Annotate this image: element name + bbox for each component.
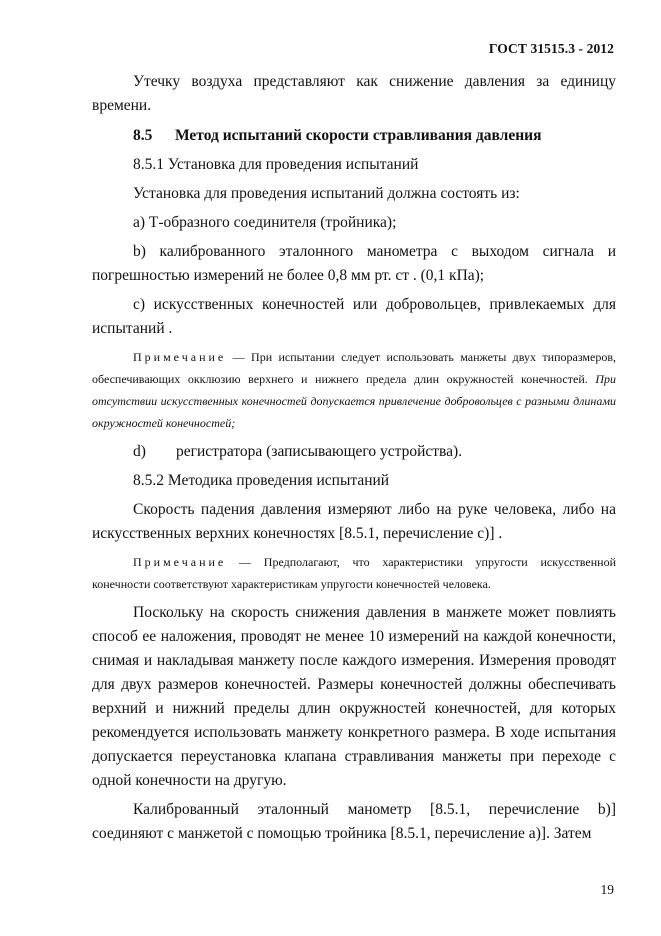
list-item-d-text: регистратора (записывающего устройства). — [176, 443, 463, 460]
list-item-c: c) искусственных конечностей или добровольцев, привлекаемых для испытаний . — [92, 296, 616, 337]
section-number: 8.5 — [133, 127, 153, 144]
note-text: — Предполагают, что характеристики упругости искусственной конечности соответствуют характеристикам упругости конечностей человека. — [92, 555, 616, 591]
paragraph-measurements: Поскольку на скорость снижения давления в манжете может повлиять способ ее наложения, проводят не менее 10 измерений на каждой конечности, снимая и накладывая манжету после каждого измерения. Измерения проводят для двух размеров конечностей. Размеры конечностей должны обеспечивать верхний и нижний пределы длин окружностей конечностей, для которых рекомендуется использовать манжету конкретного размера. В ходе испытания допускается переустановка клапана стравливания манжеты при переходе с одной конечности на другую. — [92, 604, 616, 789]
subsection-8-5-1: 8.5.1 Установка для проведения испытаний — [133, 156, 419, 173]
page-number: 19 — [600, 882, 614, 897]
standard-header: ГОСТ 31515.3 - 2012 — [488, 41, 614, 56]
paragraph-setup-consists: Установка для проведения испытаний должна состоять из: — [133, 185, 520, 202]
paragraph-calibrated-manometer: Калиброванный эталонный манометр [8.5.1, перечисление b)] соединяют с манжетой с помощью тройника [8.5.1, перечисление a)]. Затем — [92, 801, 616, 842]
note-italic-text: При отсутствии искусственных конечностей допускается привлечение добровольцев с разными длинами окружностей конечностей; — [92, 372, 616, 430]
document-body — [92, 70, 616, 851]
section-heading-8-5 — [92, 124, 616, 148]
list-item-b: b) калиброванного эталонного манометра с выходом сигнала и погрешностью измерений не более 0,8 мм рт. ст . (0,1 кПа); — [92, 243, 616, 284]
note-label: Примечание — [133, 350, 227, 364]
note-label: Примечание — [133, 555, 227, 569]
note-text: — При испытании следует использовать манжеты двух типоразмеров, обеспечивающих окклюзию верхнего и нижнего предела длин окружностей конечностей. — [92, 350, 616, 386]
note-1 — [92, 346, 616, 434]
section-title: Метод испытаний скорости стравливания давления — [175, 127, 542, 144]
paragraph-pressure-drop: Скорость падения давления измеряют либо на руке человека, либо на искусственных верхних конечностях [8.5.1, перечисление c)] . — [92, 501, 616, 542]
paragraph-air-leak: Утечку воздуха представляют как снижение давления за единицу времени. — [92, 73, 616, 114]
list-marker-d: d) — [133, 443, 146, 460]
list-item-d — [92, 440, 616, 464]
note-2 — [92, 551, 616, 595]
list-item-a: a) Т-образного соединителя (тройника); — [133, 214, 397, 231]
subsection-8-5-2: 8.5.2 Методика проведения испытаний — [133, 472, 390, 489]
